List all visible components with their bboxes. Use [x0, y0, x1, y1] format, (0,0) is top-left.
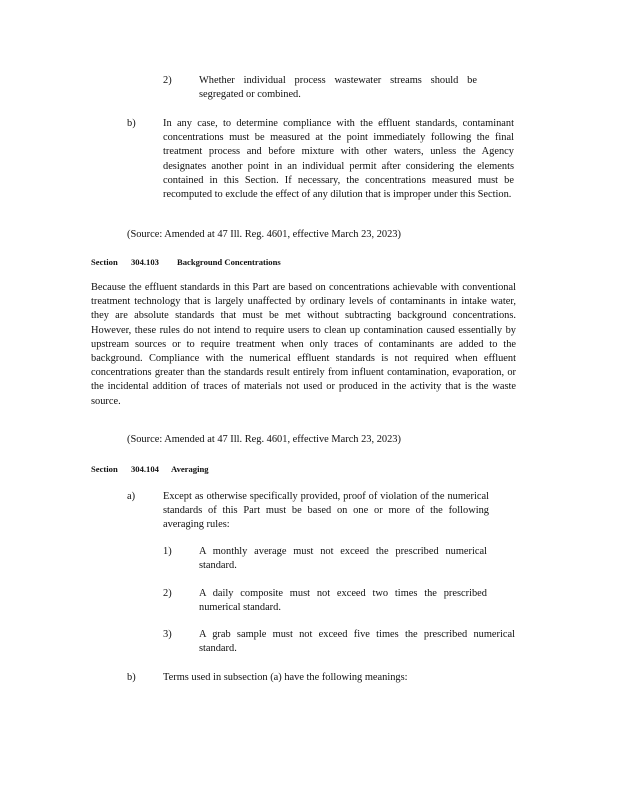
section-number: 304.103 [131, 257, 159, 267]
sub-item-text: A grab sample must not exceed five times the prescribed numerical standard. [199, 629, 515, 655]
section-heading [91, 257, 281, 267]
section-number: 304.104 [131, 464, 159, 474]
source-note: (Source: Amended at 47 Ill. Reg. 4601, effective March 23, 2023) [127, 229, 401, 240]
section-title: Background Concentrations [177, 257, 281, 267]
item-text: Whether individual process wastewater streams should be segregated or combined. [199, 75, 477, 101]
section-heading [91, 464, 209, 474]
sub-item-text: A monthly average must not exceed the prescribed numerical standard. [199, 546, 487, 572]
item-text: In any case, to determine compliance with the effluent standards, contaminant concentrations must be measured at the point immediately following the final treatment process and before mixture with other waters, unless the Agency designates another point in an individual permit after considering the elements contained in this Section. If necessary, the concentrations measured must be recomputed to exclude the effect of any dilution that is improper under this Section. [163, 118, 514, 201]
sub-item-number: 1) [163, 546, 172, 557]
source-note: (Source: Amended at 47 Ill. Reg. 4601, effective March 23, 2023) [127, 434, 401, 445]
item-number: 2) [163, 75, 172, 86]
item-letter: a) [127, 491, 136, 502]
section-body: Because the effluent standards in this Part are based on concentrations achievable with conventional treatment technology that is largely unaffected by ordinary levels of contaminants in intake water, they are absolute standards that must be met without subtracting background concentrations. However, these rules do not intend to require users to clean up contamination caused essentially by upstream sources or to require treatment when only traces of contaminants are added to the background. Compliance with the numerical effluent standards is not required when effluent concentrations greater than the standards result entirely from influent contamination, evaporation, or the incidental addition of traces of materials not used or produced in the activity that is the waste source. [91, 282, 516, 407]
section-word: Section [91, 464, 118, 474]
sub-item-number: 2) [163, 588, 172, 599]
item-text: Terms used in subsection (a) have the following meanings: [163, 672, 408, 683]
item-letter: b) [127, 672, 136, 683]
item-text: Except as otherwise specifically provided, proof of violation of the numerical standards of this Part must be based on one or more of the following averaging rules: [163, 491, 489, 531]
section-word: Section [91, 257, 118, 267]
sub-item-number: 3) [163, 629, 172, 640]
section-title: Averaging [171, 464, 209, 474]
sub-item-text: A daily composite must not exceed two times the prescribed numerical standard. [199, 588, 487, 614]
item-letter: b) [127, 118, 136, 129]
